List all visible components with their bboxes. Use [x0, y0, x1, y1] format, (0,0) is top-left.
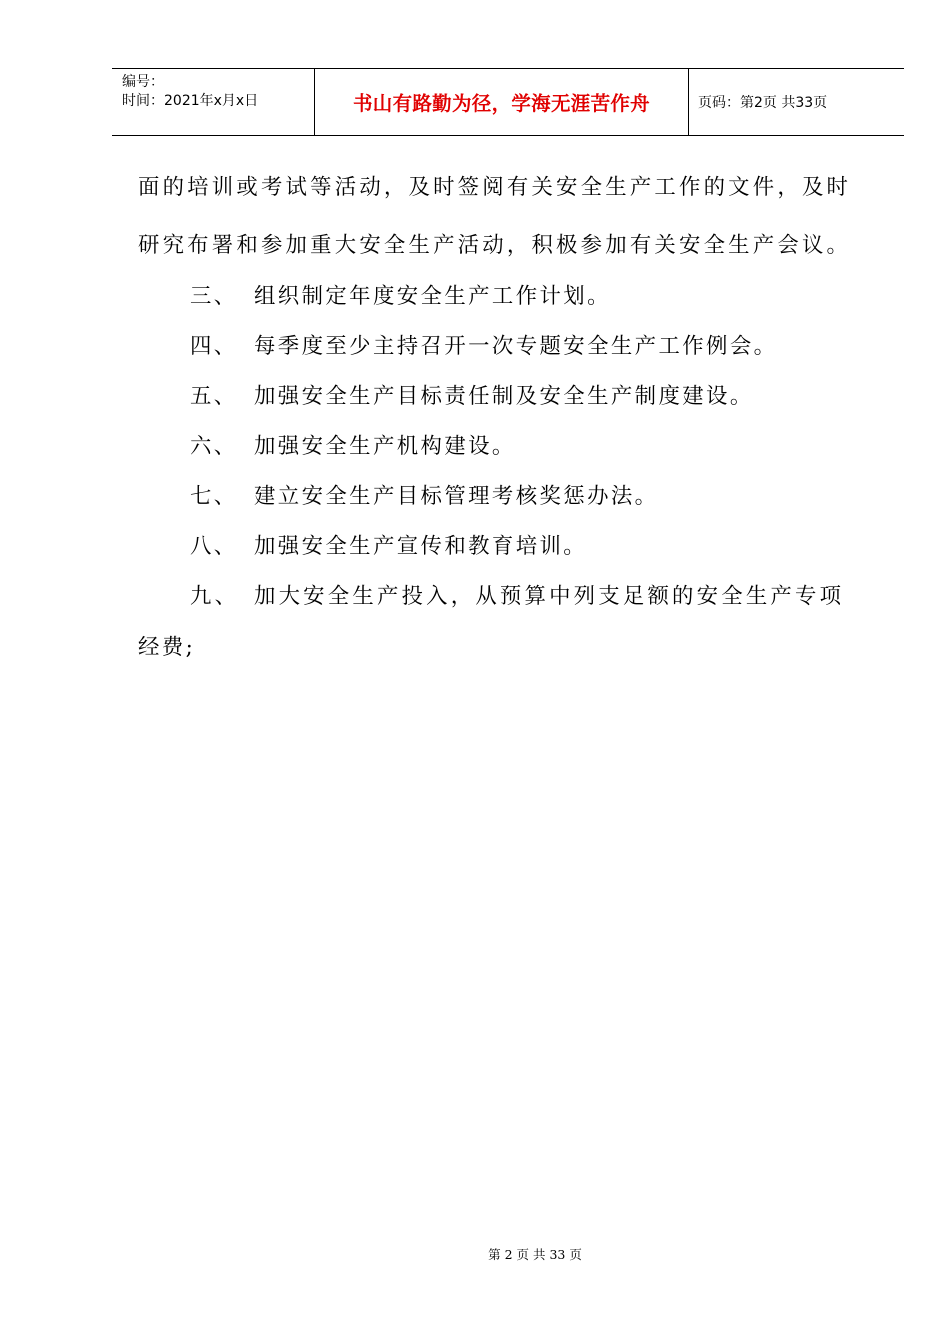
list-item: [190, 279, 611, 310]
list-item: [190, 429, 516, 460]
list-item: [190, 479, 658, 510]
list-item-text: 建立安全生产目标管理考核奖惩办法。: [254, 484, 659, 509]
header-motto: 书山有路勤为径，学海无涯苦作舟: [352, 92, 650, 115]
list-item-number: 五、: [190, 384, 238, 409]
document-number-label: 编号：: [122, 74, 164, 90]
list-item-text: 加强安全生产宣传和教育培训。: [254, 534, 588, 559]
header-meta-cell: [112, 69, 315, 135]
list-item-number: 七、: [190, 484, 238, 509]
list-item-text: 加强安全生产机构建设。: [254, 434, 516, 459]
list-item-text: 组织制定年度安全生产工作计划。: [254, 284, 611, 309]
list-item-text: 加大安全生产投入，从预算中列支足额的安全生产专项: [254, 584, 845, 609]
header-page-cell: [689, 69, 904, 135]
list-item: [190, 329, 777, 360]
list-item: [190, 529, 587, 560]
list-item-text: 加强安全生产目标责任制及安全生产制度建设。: [254, 384, 754, 409]
body-line-1: 面的培训或考试等活动，及时签阅有关安全生产工作的文件，及时: [138, 175, 852, 200]
list-item-number: 六、: [190, 434, 238, 459]
document-time-label: 时间：2021年x月x日: [122, 93, 259, 109]
list-item-number: 三、: [190, 284, 238, 309]
header-page-number: 页码：第2页 共33页: [698, 95, 828, 111]
list-item-number: 九、: [190, 584, 240, 609]
list-item-number: 四、: [190, 334, 238, 359]
list-item: [190, 579, 844, 610]
footer-page-number: 第 2 页 共 33 页: [488, 1247, 582, 1262]
body-line-2: 研究布署和参加重大安全生产活动，积极参加有关安全生产会议。: [138, 233, 852, 258]
list-item-text: 每季度至少主持召开一次专题安全生产工作例会。: [254, 334, 778, 359]
list-item-number: 八、: [190, 534, 238, 559]
list-item: [190, 379, 754, 410]
header-motto-cell: [315, 69, 689, 135]
page-header: [112, 68, 904, 136]
page-footer: [0, 1245, 950, 1263]
body-last-line: 经费;: [138, 635, 196, 660]
